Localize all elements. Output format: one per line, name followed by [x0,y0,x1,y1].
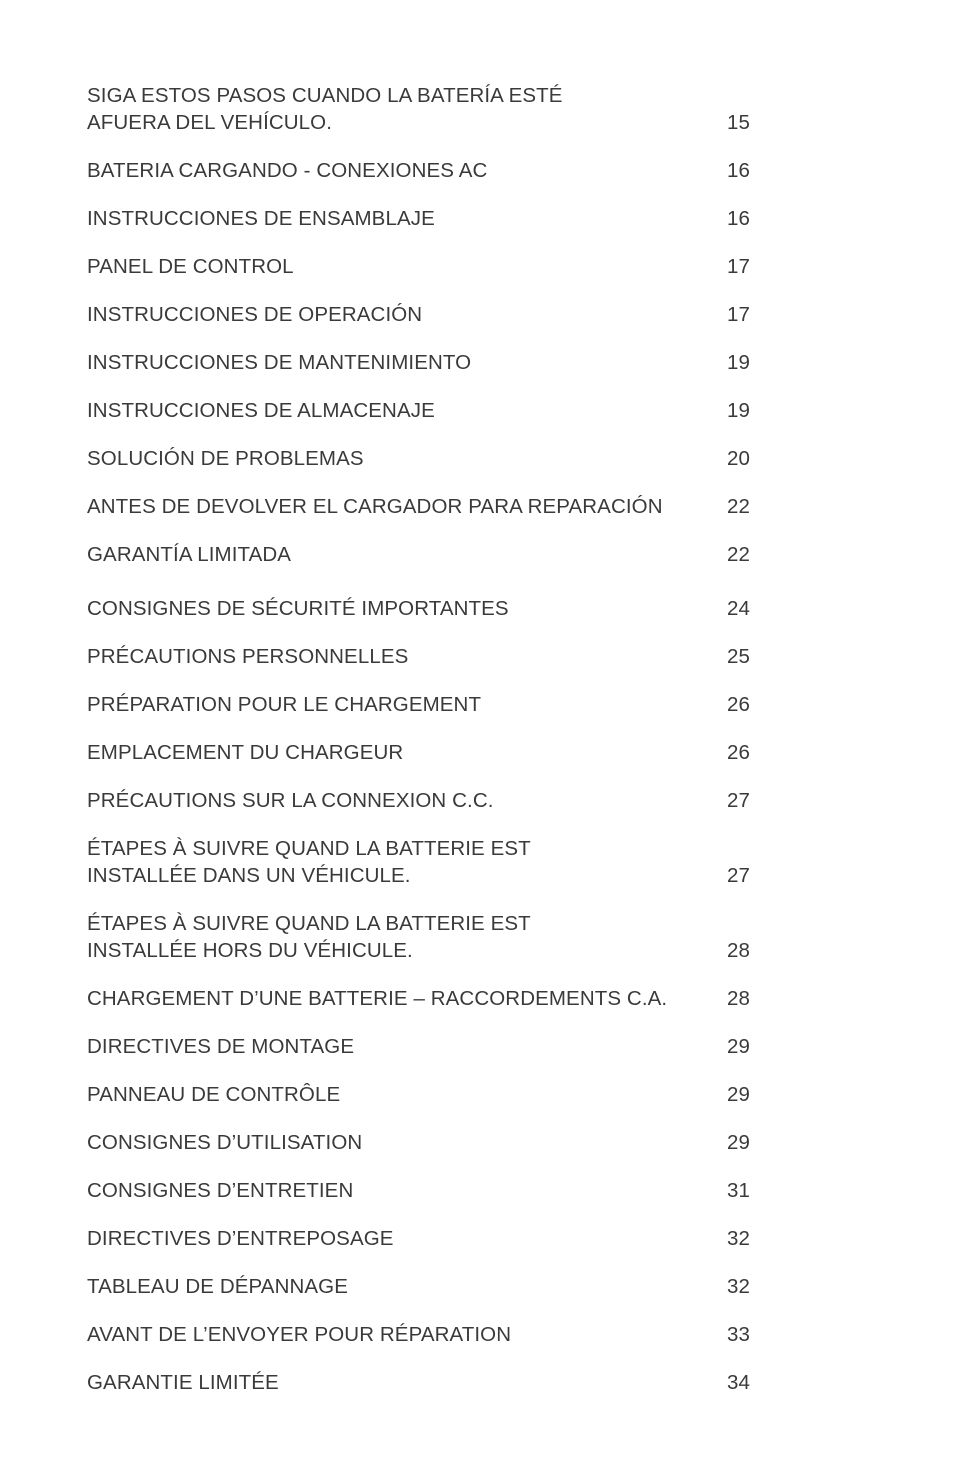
toc-entry [87,253,767,280]
toc-entry-page: 20 [727,447,751,470]
toc-entry-title: SOLUCIÓN DE PROBLEMAS [87,447,364,470]
toc-entry [87,595,767,622]
toc-entry-page: 15 [727,111,751,134]
toc-entry-title: INSTRUCCIONES DE OPERACIÓN [87,303,423,326]
toc-entry-page: 33 [727,1323,751,1346]
toc-entry-page: 32 [727,1227,751,1250]
toc-entry-title: PANNEAU DE CONTRÔLE [87,1083,341,1106]
toc-entry-title: INSTRUCCIONES DE ALMACENAJE [87,399,435,422]
toc-entry [87,205,767,232]
toc-entry [87,787,767,814]
toc-entry [87,349,767,376]
toc-entry-page: 29 [727,1131,751,1154]
toc-entry-title: CONSIGNES D’UTILISATION [87,1131,363,1154]
toc-entry [87,1321,767,1348]
toc-entry-page: 28 [727,939,751,962]
toc-entry-page: 16 [727,159,751,182]
toc-entry-title: GARANTIE LIMITÉE [87,1371,279,1394]
toc-entry [87,1369,767,1396]
toc-entry [87,643,767,670]
toc-entry-page: 32 [727,1275,751,1298]
toc-entry-page: 17 [727,255,751,278]
toc-entry-title: ÉTAPES À SUIVRE QUAND LA BATTERIE EST INSTALLÉE DANS UN VÉHICULE. [87,837,531,887]
toc-entry-page: 16 [727,207,751,230]
toc-entry-page: 24 [727,597,751,620]
toc-entry-title: ÉTAPES À SUIVRE QUAND LA BATTERIE EST INSTALLÉE HORS DU VÉHICULE. [87,912,531,962]
toc-entry [87,397,767,424]
toc-entry [87,157,767,184]
toc-entry-page: 27 [727,789,751,812]
toc-entry-title: CONSIGNES D’ENTRETIEN [87,1179,354,1202]
toc-entry-page: 26 [727,693,751,716]
toc-entry-page: 25 [727,645,751,668]
toc-entry-title: DIRECTIVES DE MONTAGE [87,1035,355,1058]
toc-entry-page: 27 [727,864,751,887]
toc-entry-title: INSTRUCCIONES DE MANTENIMIENTO [87,351,472,374]
toc-entry-title: BATERIA CARGANDO - CONEXIONES AC [87,159,488,182]
toc-entry-page: 34 [727,1371,751,1394]
toc-entry-page: 19 [727,399,751,422]
toc-entry-title: PRÉCAUTIONS SUR LA CONNEXION C.C. [87,789,494,812]
toc-entry-title: SIGA ESTOS PASOS CUANDO LA BATERÍA ESTÉ AFUERA DEL VEHÍCULO. [87,84,563,134]
toc-entry [87,493,767,520]
toc-entry-page: 22 [727,495,751,518]
toc-entry-title: PANEL DE CONTROL [87,255,294,278]
toc-entry-title: CONSIGNES DE SÉCURITÉ IMPORTANTES [87,597,509,620]
toc-entry-title: TABLEAU DE DÉPANNAGE [87,1275,348,1298]
toc-entry-title: AVANT DE L’ENVOYER POUR RÉPARATION [87,1323,512,1346]
toc-entry-page: 17 [727,303,751,326]
toc-entry-page: 31 [727,1179,751,1202]
toc-entry-title: PRÉCAUTIONS PERSONNELLES [87,645,409,668]
toc-entry-page: 19 [727,351,751,374]
toc-entry [87,1225,767,1252]
toc-entry-title: PRÉPARATION POUR LE CHARGEMENT [87,693,482,716]
toc-entry [87,1273,767,1300]
toc-entry-page: 29 [727,1083,751,1106]
toc-entry [87,541,767,568]
toc-entry [87,1081,767,1108]
toc-entry-title: INSTRUCCIONES DE ENSAMBLAJE [87,207,435,230]
toc-entry-title: CHARGEMENT D’UNE BATTERIE – RACCORDEMENTS C.A. [87,987,668,1010]
toc-entry [87,739,767,766]
toc-entry-title: ANTES DE DEVOLVER EL CARGADOR PARA REPARACIÓN [87,495,663,518]
toc-entry-page: 28 [727,987,751,1010]
toc-entry [87,1033,767,1060]
toc-entry-page: 29 [727,1035,751,1058]
toc-entry-title: EMPLACEMENT DU CHARGEUR [87,741,404,764]
toc-entry-title: DIRECTIVES D’ENTREPOSAGE [87,1227,394,1250]
toc-entry [87,1177,767,1204]
toc-entry [87,985,767,1012]
toc-entry-title: GARANTÍA LIMITADA [87,543,292,566]
toc-section-spanish [87,82,767,568]
toc-entry [87,910,767,964]
toc-entry [87,445,767,472]
toc-section-french [87,595,767,1396]
toc-entry [87,82,767,136]
toc-entry [87,301,767,328]
toc-entry [87,835,767,889]
toc-entry-page: 22 [727,543,751,566]
toc-entry [87,691,767,718]
toc-entry [87,1129,767,1156]
table-of-contents [87,82,767,1417]
toc-entry-page: 26 [727,741,751,764]
